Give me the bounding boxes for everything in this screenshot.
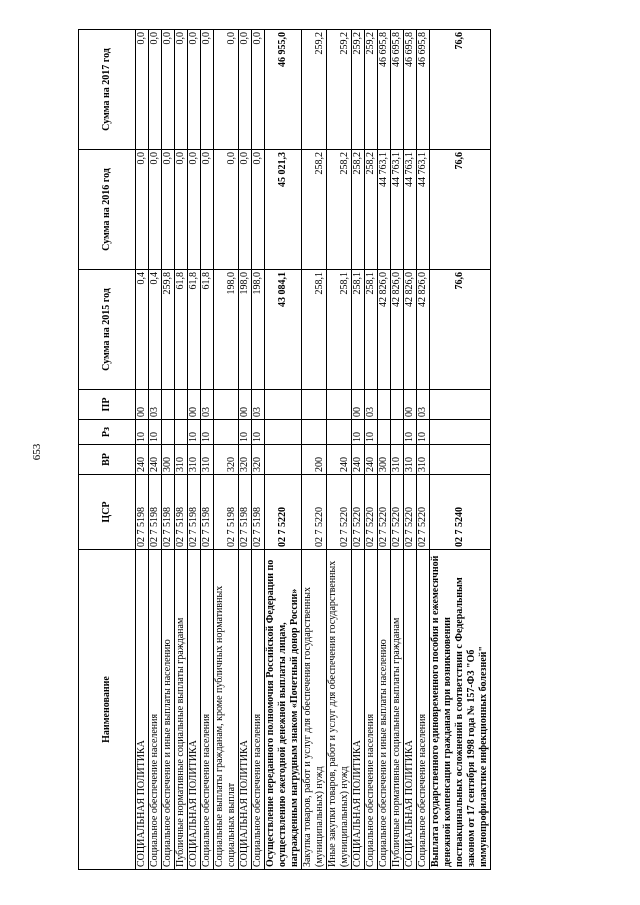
cell-sum-2017: 0,0 bbox=[175, 30, 188, 150]
cell-sum-2016: 258,2 bbox=[302, 150, 327, 270]
cell-name: Осуществление переданного полномочия Российской Федерации по осуществлению ежегодной денежной выплаты лицам, награжденным нагрудным знаком «Почетный донор России» bbox=[265, 550, 302, 870]
cell-name: Публичные нормативные социальные выплаты гражданам bbox=[175, 550, 188, 870]
cell-csr: 02 7 5220 bbox=[352, 475, 365, 550]
cell-csr: 02 7 5220 bbox=[417, 475, 430, 550]
table-row bbox=[188, 30, 201, 870]
cell-name: Социальное обеспечение населения bbox=[365, 550, 378, 870]
cell-sum-2015: 61,8 bbox=[175, 270, 188, 390]
cell-sum-2017: 0,0 bbox=[162, 30, 175, 150]
table-row bbox=[214, 30, 239, 870]
cell-rz bbox=[391, 420, 404, 445]
table-row bbox=[417, 30, 430, 870]
cell-sum-2017: 0,0 bbox=[136, 30, 149, 150]
cell-pr: 00 bbox=[352, 390, 365, 420]
cell-sum-2016: 258,2 bbox=[365, 150, 378, 270]
cell-sum-2017: 46 695,8 bbox=[404, 30, 417, 150]
cell-pr: 03 bbox=[149, 390, 162, 420]
cell-csr: 02 7 5240 bbox=[430, 475, 491, 550]
cell-sum-2015: 259,8 bbox=[162, 270, 175, 390]
cell-rz: 10 bbox=[365, 420, 378, 445]
cell-pr bbox=[162, 390, 175, 420]
cell-sum-2017: 0,0 bbox=[201, 30, 214, 150]
cell-csr: 02 7 5220 bbox=[302, 475, 327, 550]
cell-vr: 310 bbox=[201, 445, 214, 475]
header-csr: ЦСР bbox=[79, 475, 136, 550]
cell-csr: 02 7 5198 bbox=[188, 475, 201, 550]
cell-sum-2016: 76,6 bbox=[430, 150, 491, 270]
cell-csr: 02 7 5198 bbox=[214, 475, 239, 550]
cell-name: Иные закупки товаров, работ и услуг для обеспечения государственных (муниципальных) нужд bbox=[327, 550, 352, 870]
table-row bbox=[404, 30, 417, 870]
cell-rz bbox=[302, 420, 327, 445]
cell-sum-2017: 259,2 bbox=[365, 30, 378, 150]
cell-vr: 310 bbox=[188, 445, 201, 475]
cell-rz: 10 bbox=[239, 420, 252, 445]
rotated-page bbox=[78, 30, 578, 870]
cell-sum-2016: 44 763,1 bbox=[417, 150, 430, 270]
cell-rz bbox=[327, 420, 352, 445]
cell-rz: 10 bbox=[404, 420, 417, 445]
table-row bbox=[391, 30, 404, 870]
cell-vr: 310 bbox=[391, 445, 404, 475]
cell-name: Закупка товаров, работ и услуг для обеспечения государственных (муниципальных) нужд bbox=[302, 550, 327, 870]
cell-csr: 02 7 5220 bbox=[327, 475, 352, 550]
cell-sum-2016: 258,2 bbox=[327, 150, 352, 270]
cell-pr: 03 bbox=[201, 390, 214, 420]
budget-table bbox=[78, 29, 491, 870]
cell-csr: 02 7 5198 bbox=[239, 475, 252, 550]
table-body bbox=[136, 30, 491, 870]
table-row bbox=[162, 30, 175, 870]
cell-sum-2016: 0,0 bbox=[214, 150, 239, 270]
cell-pr bbox=[378, 390, 391, 420]
cell-sum-2016: 0,0 bbox=[162, 150, 175, 270]
cell-pr: 03 bbox=[252, 390, 265, 420]
cell-name: СОЦИАЛЬНАЯ ПОЛИТИКА bbox=[352, 550, 365, 870]
header-sum-2016: Сумма на 2016 год bbox=[79, 150, 136, 270]
cell-vr: 240 bbox=[365, 445, 378, 475]
cell-vr: 320 bbox=[239, 445, 252, 475]
table-row bbox=[149, 30, 162, 870]
cell-name: Социальное обеспечение и иные выплаты населению bbox=[378, 550, 391, 870]
cell-sum-2015: 42 826,0 bbox=[391, 270, 404, 390]
cell-name: СОЦИАЛЬНАЯ ПОЛИТИКА bbox=[188, 550, 201, 870]
table-row bbox=[378, 30, 391, 870]
cell-pr bbox=[175, 390, 188, 420]
cell-sum-2017: 46 955,0 bbox=[265, 30, 302, 150]
cell-rz: 10 bbox=[352, 420, 365, 445]
cell-csr: 02 7 5198 bbox=[175, 475, 188, 550]
cell-csr: 02 7 5198 bbox=[149, 475, 162, 550]
cell-vr: 310 bbox=[175, 445, 188, 475]
cell-sum-2015: 258,1 bbox=[302, 270, 327, 390]
table-row bbox=[201, 30, 214, 870]
cell-pr bbox=[214, 390, 239, 420]
cell-pr bbox=[430, 390, 491, 420]
cell-csr: 02 7 5198 bbox=[162, 475, 175, 550]
cell-sum-2015: 0,4 bbox=[149, 270, 162, 390]
cell-rz: 10 bbox=[188, 420, 201, 445]
cell-csr: 02 7 5220 bbox=[378, 475, 391, 550]
cell-sum-2017: 46 695,8 bbox=[378, 30, 391, 150]
cell-sum-2016: 44 763,1 bbox=[378, 150, 391, 270]
cell-name: Социальные выплаты гражданам, кроме публичных нормативных социальных выплат bbox=[214, 550, 239, 870]
cell-pr bbox=[327, 390, 352, 420]
table-row bbox=[352, 30, 365, 870]
cell-vr: 300 bbox=[378, 445, 391, 475]
cell-pr bbox=[391, 390, 404, 420]
cell-sum-2015: 198,0 bbox=[252, 270, 265, 390]
cell-sum-2017: 0,0 bbox=[214, 30, 239, 150]
cell-sum-2016: 0,0 bbox=[201, 150, 214, 270]
cell-vr: 240 bbox=[327, 445, 352, 475]
cell-pr: 00 bbox=[136, 390, 149, 420]
cell-sum-2016: 45 021,3 bbox=[265, 150, 302, 270]
cell-sum-2017: 76,6 bbox=[430, 30, 491, 150]
cell-sum-2016: 0,0 bbox=[149, 150, 162, 270]
cell-rz bbox=[175, 420, 188, 445]
cell-pr: 00 bbox=[188, 390, 201, 420]
cell-sum-2016: 0,0 bbox=[252, 150, 265, 270]
cell-sum-2017: 259,2 bbox=[352, 30, 365, 150]
cell-sum-2015: 42 826,0 bbox=[417, 270, 430, 390]
cell-sum-2015: 42 826,0 bbox=[378, 270, 391, 390]
cell-sum-2015: 0,4 bbox=[136, 270, 149, 390]
cell-vr: 240 bbox=[352, 445, 365, 475]
cell-rz bbox=[265, 420, 302, 445]
cell-pr: 00 bbox=[404, 390, 417, 420]
cell-name: Социальное обеспечение населения bbox=[417, 550, 430, 870]
page-number: 653 bbox=[31, 443, 43, 461]
cell-csr: 02 7 5220 bbox=[404, 475, 417, 550]
cell-name: Выплата государственного единовременного пособия и ежемесячной денежной компенсации гражданам при возникновении поствакцинальных осложнений в соответствии с Федеральным законом от 17 сентября 1998 года № 157-ФЗ "Об иммунопрофилактике инфекционных болезней" bbox=[430, 550, 491, 870]
cell-csr: 02 7 5198 bbox=[201, 475, 214, 550]
cell-vr bbox=[265, 445, 302, 475]
cell-sum-2016: 0,0 bbox=[188, 150, 201, 270]
cell-name: СОЦИАЛЬНАЯ ПОЛИТИКА bbox=[404, 550, 417, 870]
cell-sum-2015: 61,8 bbox=[201, 270, 214, 390]
cell-pr: 03 bbox=[417, 390, 430, 420]
cell-sum-2017: 0,0 bbox=[149, 30, 162, 150]
cell-sum-2015: 258,1 bbox=[352, 270, 365, 390]
cell-sum-2017: 259,2 bbox=[327, 30, 352, 150]
table-row bbox=[136, 30, 149, 870]
cell-sum-2017: 259,2 bbox=[302, 30, 327, 150]
cell-pr bbox=[265, 390, 302, 420]
table-row bbox=[365, 30, 378, 870]
header-vr: ВР bbox=[79, 445, 136, 475]
cell-sum-2016: 44 763,1 bbox=[391, 150, 404, 270]
cell-sum-2015: 258,1 bbox=[365, 270, 378, 390]
cell-rz: 10 bbox=[252, 420, 265, 445]
cell-vr: 300 bbox=[162, 445, 175, 475]
cell-name: Социальное обеспечение населения bbox=[252, 550, 265, 870]
cell-vr: 320 bbox=[252, 445, 265, 475]
cell-csr: 02 7 5220 bbox=[391, 475, 404, 550]
cell-sum-2015: 198,0 bbox=[239, 270, 252, 390]
cell-rz bbox=[378, 420, 391, 445]
table-row bbox=[239, 30, 252, 870]
cell-rz: 10 bbox=[417, 420, 430, 445]
cell-name: СОЦИАЛЬНАЯ ПОЛИТИКА bbox=[136, 550, 149, 870]
cell-vr: 320 bbox=[214, 445, 239, 475]
cell-sum-2017: 46 695,8 bbox=[417, 30, 430, 150]
cell-sum-2015: 258,1 bbox=[327, 270, 352, 390]
table-header-row bbox=[79, 30, 136, 870]
cell-sum-2017: 0,0 bbox=[239, 30, 252, 150]
table-row bbox=[430, 30, 491, 870]
cell-rz bbox=[162, 420, 175, 445]
cell-csr: 02 7 5198 bbox=[136, 475, 149, 550]
cell-rz: 10 bbox=[201, 420, 214, 445]
cell-sum-2016: 44 763,1 bbox=[404, 150, 417, 270]
cell-sum-2015: 42 826,0 bbox=[404, 270, 417, 390]
cell-sum-2016: 0,0 bbox=[175, 150, 188, 270]
cell-rz bbox=[214, 420, 239, 445]
cell-name: Социальное обеспечение населения bbox=[201, 550, 214, 870]
cell-vr: 310 bbox=[417, 445, 430, 475]
cell-sum-2015: 61,8 bbox=[188, 270, 201, 390]
cell-pr: 03 bbox=[365, 390, 378, 420]
cell-vr bbox=[430, 445, 491, 475]
cell-vr: 240 bbox=[136, 445, 149, 475]
cell-sum-2017: 46 695,8 bbox=[391, 30, 404, 150]
cell-sum-2017: 0,0 bbox=[188, 30, 201, 150]
cell-sum-2016: 0,0 bbox=[239, 150, 252, 270]
cell-name: Социальное обеспечение населения bbox=[149, 550, 162, 870]
cell-sum-2016: 0,0 bbox=[136, 150, 149, 270]
table-row bbox=[175, 30, 188, 870]
header-pr: ПР bbox=[79, 390, 136, 420]
cell-csr: 02 7 5198 bbox=[252, 475, 265, 550]
table-row bbox=[327, 30, 352, 870]
cell-name: Социальное обеспечение и иные выплаты населению bbox=[162, 550, 175, 870]
cell-rz bbox=[430, 420, 491, 445]
cell-name: Публичные нормативные социальные выплаты гражданам bbox=[391, 550, 404, 870]
header-name: Наименование bbox=[79, 550, 136, 870]
cell-pr bbox=[302, 390, 327, 420]
cell-csr: 02 7 5220 bbox=[265, 475, 302, 550]
cell-rz: 10 bbox=[136, 420, 149, 445]
cell-pr: 00 bbox=[239, 390, 252, 420]
cell-vr: 240 bbox=[149, 445, 162, 475]
header-sum-2017: Сумма на 2017 год bbox=[79, 30, 136, 150]
table-row bbox=[265, 30, 302, 870]
header-rz: Рз bbox=[79, 420, 136, 445]
cell-vr: 200 bbox=[302, 445, 327, 475]
cell-sum-2015: 76,6 bbox=[430, 270, 491, 390]
cell-csr: 02 7 5220 bbox=[365, 475, 378, 550]
header-sum-2015: Сумма на 2015 год bbox=[79, 270, 136, 390]
cell-sum-2016: 258,2 bbox=[352, 150, 365, 270]
cell-sum-2015: 198,0 bbox=[214, 270, 239, 390]
table-row bbox=[302, 30, 327, 870]
table-row bbox=[252, 30, 265, 870]
cell-sum-2015: 43 084,1 bbox=[265, 270, 302, 390]
cell-rz: 10 bbox=[149, 420, 162, 445]
cell-vr: 310 bbox=[404, 445, 417, 475]
cell-sum-2017: 0,0 bbox=[252, 30, 265, 150]
cell-name: СОЦИАЛЬНАЯ ПОЛИТИКА bbox=[239, 550, 252, 870]
